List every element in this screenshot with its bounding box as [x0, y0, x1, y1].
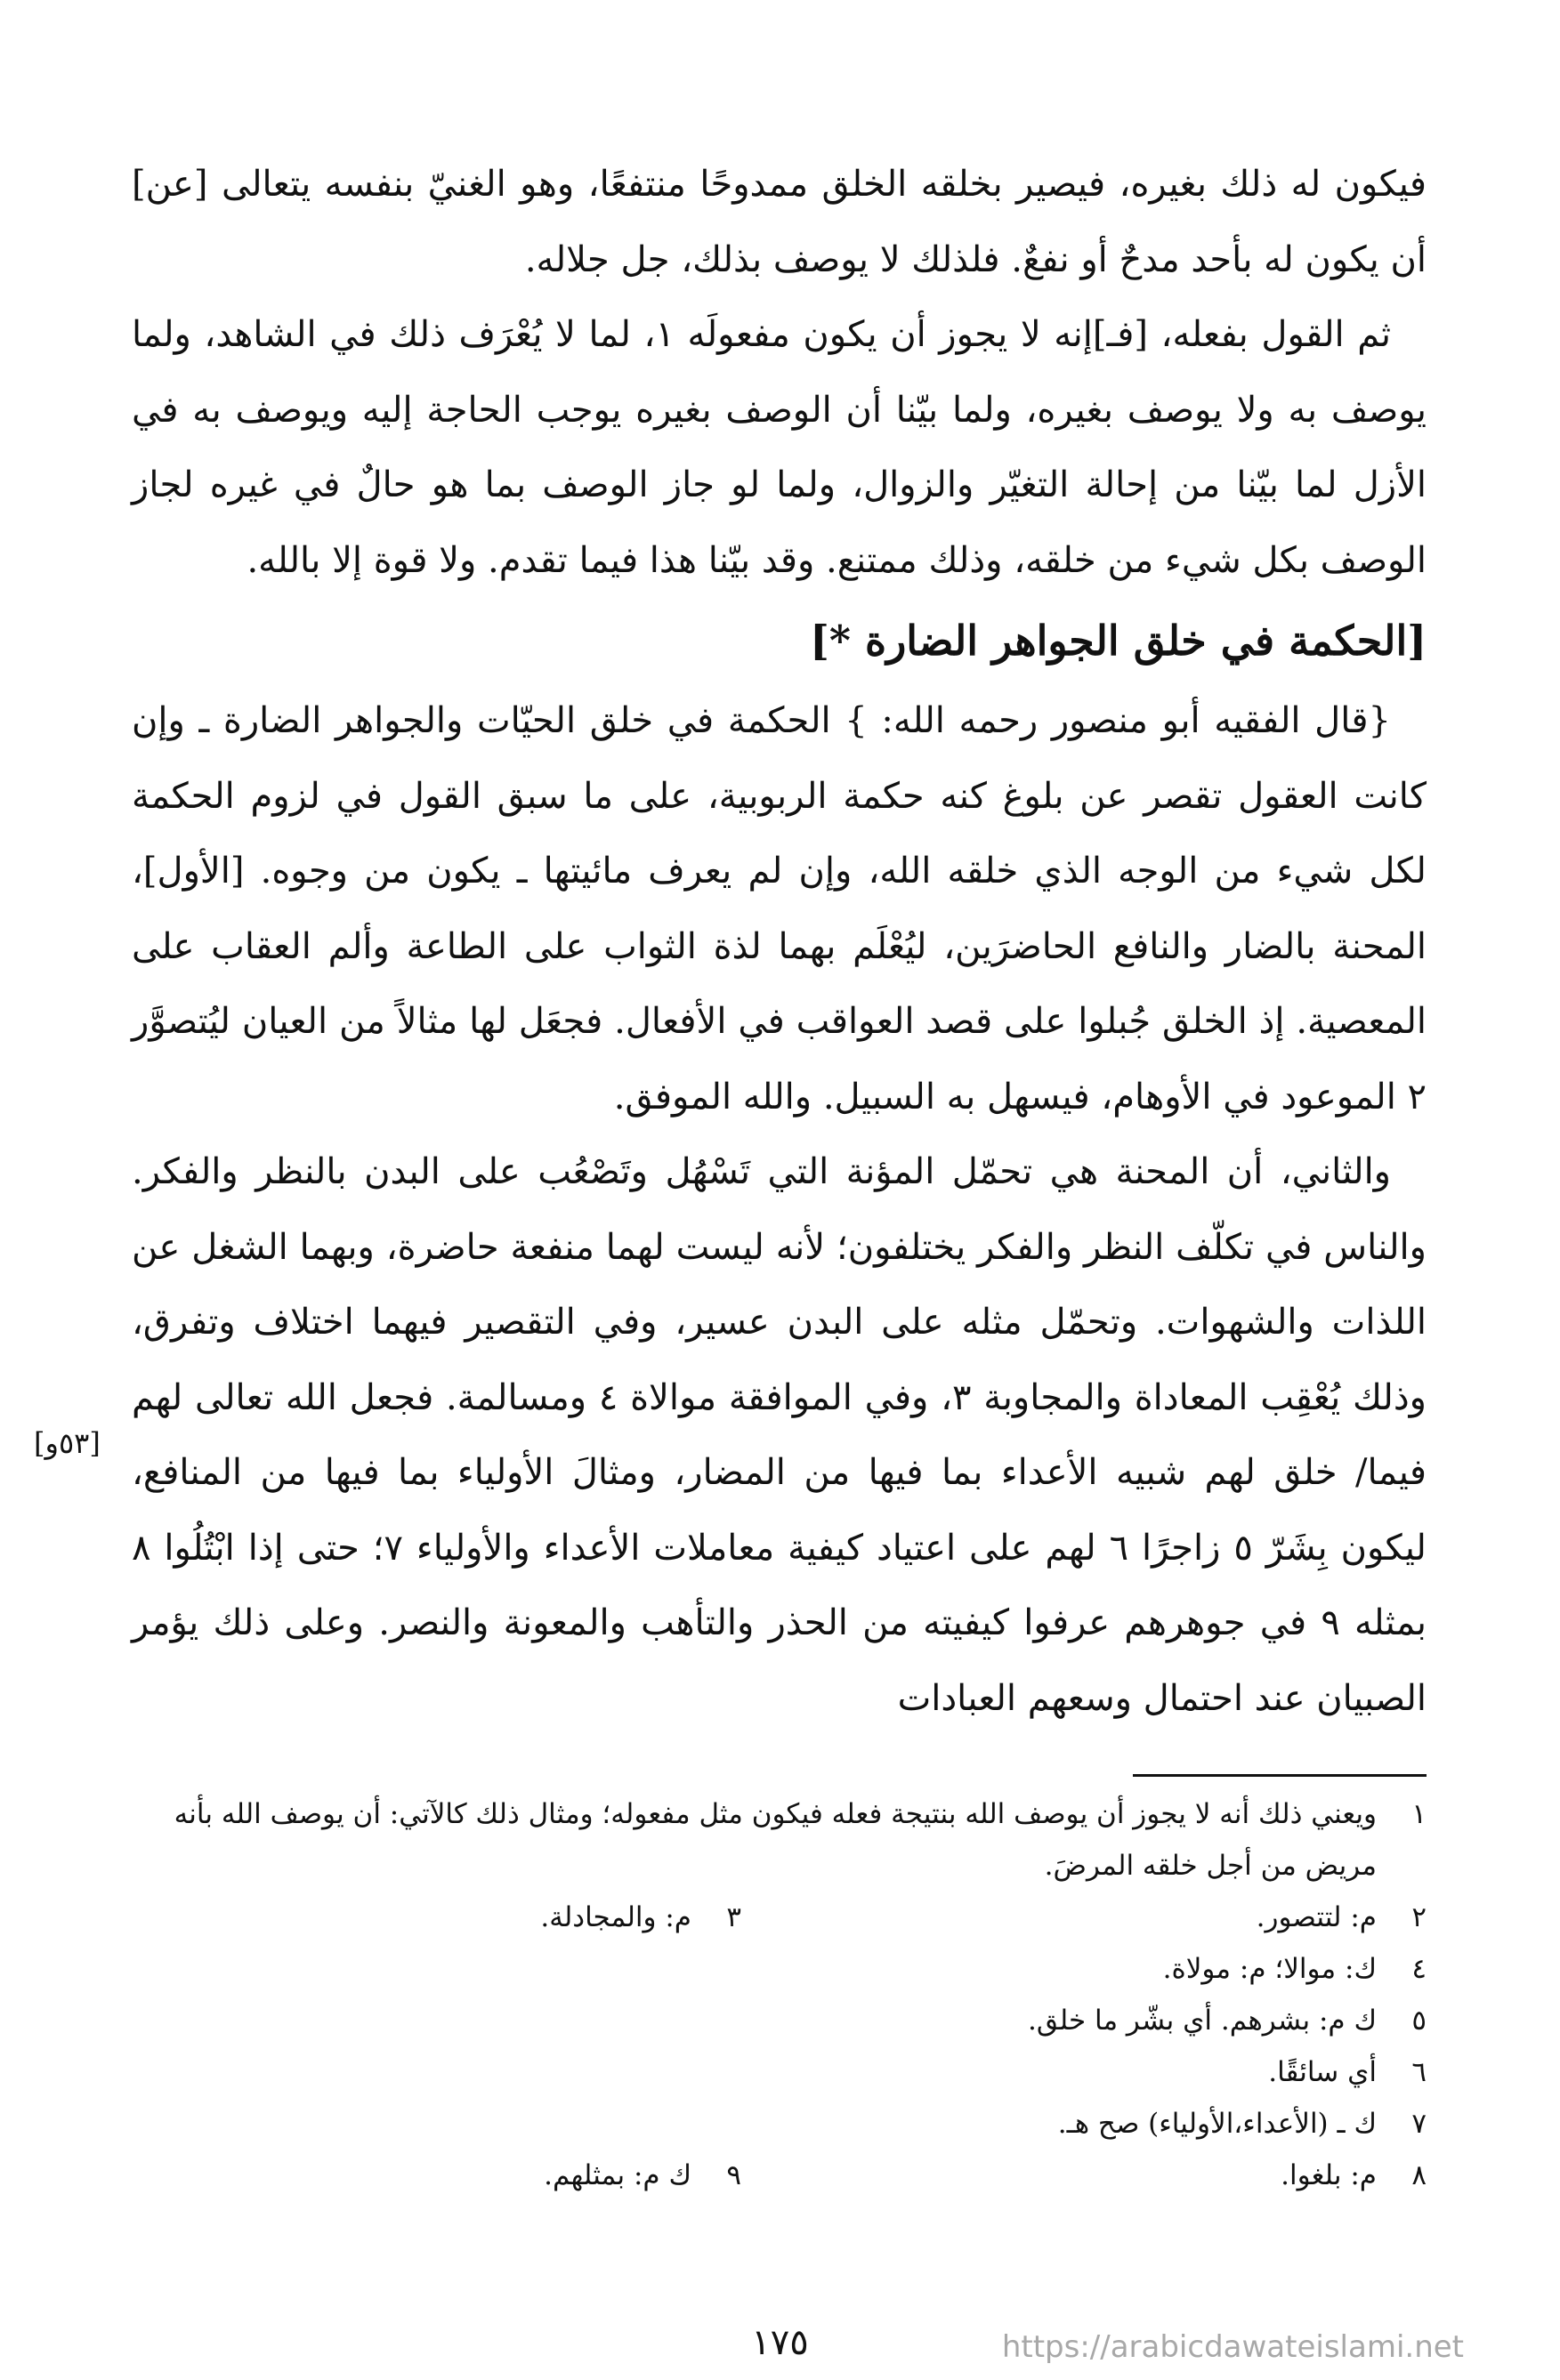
page-number: ١٧٥	[751, 2322, 809, 2363]
footnote-text: ك ـ (الأعداء،الأولياء) صح هـ.	[1057, 2108, 1377, 2140]
footnote-number: ٣	[726, 1901, 741, 1933]
footnote-text: أي سائقًا.	[1268, 2056, 1377, 2088]
footnote-row	[132, 1892, 1427, 1943]
footnote-number: ٤	[1411, 1953, 1427, 1985]
footnote-number: ٩	[726, 2159, 741, 2191]
footnote-text: ويعني ذلك أنه لا يجوز أن يوصف الله بنتيجة فعله فيكون مثل مفعوله؛ ومثال ذلك كالآتي: أن يوصف الله بأنه مريض من أجل خلقه المرضَ.	[174, 1798, 1377, 1882]
watermark-url: https://arabicdawateislami.net	[1001, 2329, 1464, 2365]
footnote-text: م: لتتصور.	[1256, 1901, 1377, 1933]
footnote-3	[56, 1892, 741, 1943]
footnote-number: ٥	[1411, 2005, 1427, 2037]
paragraph-1: فيكون له ذلك بغيره، فيصير بخلقه الخلق ممدوحًا منتفعًا، وهو الغنيّ بنفسه يتعالى [عن] أن يكون له بأحد مدحٌ أو نفعٌ. فلذلك لا يوصف بذلك، جل جلاله.	[132, 164, 1427, 280]
footnote-text: ك م: بشرهم. أي بشّر ما خلق.	[1028, 2005, 1377, 2037]
footnote-8	[741, 2150, 1427, 2201]
footnote-7	[132, 2098, 1427, 2150]
footnote-number: ٨	[1411, 2159, 1427, 2191]
footnote-number: ٢	[1411, 1901, 1427, 1933]
footnote-number: ١	[1411, 1798, 1427, 1830]
footnote-text: ك: موالا؛ م: مولاة.	[1162, 1953, 1377, 1985]
footnote-4	[132, 1943, 1427, 1995]
section-heading: [الحكمة في خلق الجواهر الضارة *]	[810, 617, 1427, 665]
main-text	[132, 147, 1427, 1736]
footnotes	[132, 1788, 1427, 2201]
footnote-9	[56, 2150, 741, 2201]
footnote-text: م: بلغوا.	[1281, 2159, 1377, 2191]
footnote-number: ٧	[1411, 2108, 1427, 2140]
paragraph-2: ثم القول بفعله، [فـ]إنه لا يجوز أن يكون مفعولَه ١، لما لا يُعْرَف ذلك في الشاهد، ولما يوصف به ولا يوصف بغيره، ولما بيّنا أن الوصف بغيره يوجب الحاجة إليه ويوصف به في الأزل لما بيّنا من إحالة التغيّر والزوال، ولما لو جاز الوصف بما هو حالٌ في غيره لجاز الوصف بكل شيء من خلقه، وذلك ممتنع. وقد بيّنا هذا فيما تقدم. ولا قوة إلا بالله.	[132, 314, 1427, 581]
footnote-number: ٦	[1411, 2056, 1427, 2088]
footnote-5	[132, 1995, 1427, 2046]
footnote-1	[132, 1788, 1427, 1892]
footnote-row	[132, 2150, 1427, 2201]
footnote-text: ك م: بمثلهم.	[544, 2159, 691, 2191]
folio-margin-note: [٥٣و]	[34, 1426, 101, 1460]
paragraph-3: {قال الفقيه أبو منصور رحمه الله: } الحكمة في خلق الحيّات والجواهر الضارة ـ وإن كانت العقول تقصر عن بلوغ كنه حكمة الربوبية، على ما سبق القول في لزوم الحكمة لكل شيء من الوجه الذي خلقه الله، وإن لم يعرف مائيتها ـ يكون من وجوه. [الأول]، المحنة بالضار والنافع الحاضرَين، ليُعْلَم بهما لذة الثواب على الطاعة وألم العقاب على المعصية. إذ الخلق جُبلوا على قصد العواقب في الأفعال. فجعَل لها مثالاً من العيان ليُتصوَّر ٢ الموعود في الأوهام، فيسهل به السبيل. والله الموفق.	[132, 700, 1427, 1117]
footnote-2	[741, 1892, 1427, 1943]
footnote-separator	[1133, 1774, 1427, 1777]
footnote-6	[132, 2046, 1427, 2098]
footnote-text: م: والمجادلة.	[540, 1901, 691, 1933]
paragraph-4: والثاني، أن المحنة هي تحمّل المؤنة التي تَسْهُل وتَصْعُب على البدن بالنظر والفكر. والناس في تكلّف النظر والفكر يختلفون؛ لأنه ليست لهما منفعة حاضرة، وبهما الشغل عن اللذات والشهوات. وتحمّل مثله على البدن عسير، وفي التقصير فيهما اختلاف وتفرق، وذلك يُعْقِب المعاداة والمجاوبة ٣، وفي الموافقة موالاة ٤ ومسالمة. فجعل الله تعالى لهم فيما/ خلق لهم شبيه الأعداء بما فيها من المضار، ومثالَ الأولياء بما فيها من المنافع، ليكون بِشَرّ ٥ زاجرًا ٦ لهم على اعتياد كيفية معاملات الأعداء والأولياء ٧؛ حتى إذا ابْتُلُوا ٨ بمثله ٩ في جوهرهم عرفوا كيفيته من الحذر والتأهب والمعونة والنصر. وعلى ذلك يؤمر الصبيان عند احتمال وسعهم العبادات	[132, 1151, 1427, 1719]
